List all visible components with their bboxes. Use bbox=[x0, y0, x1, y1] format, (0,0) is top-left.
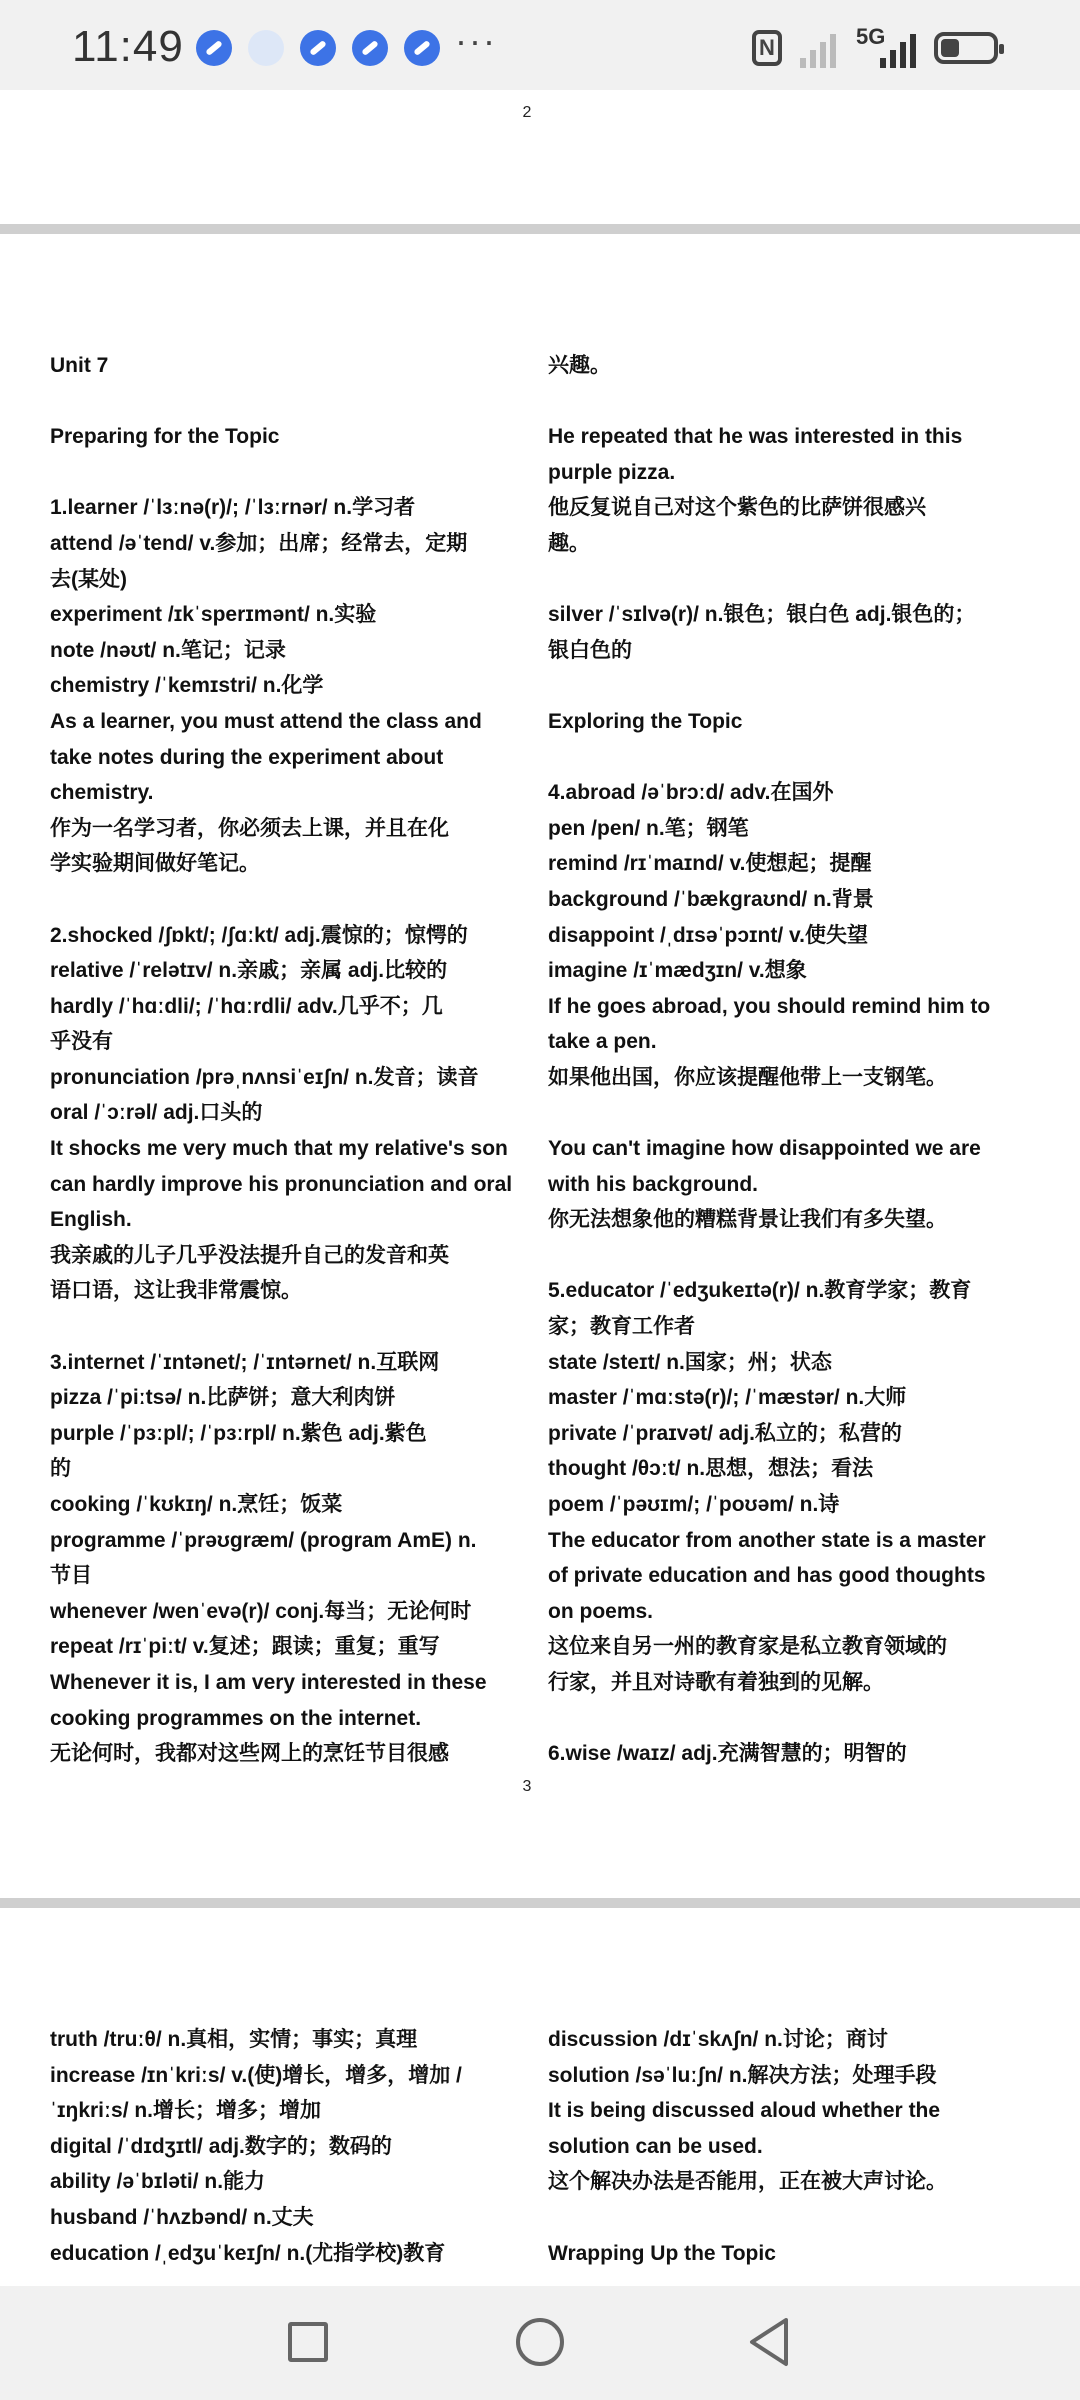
text-line bbox=[548, 1095, 1026, 1131]
text-line: repeat /rɪˈpiːt/ v.复述；跟读；重复；重写 bbox=[50, 1635, 440, 1659]
page4-left-column bbox=[50, 2022, 528, 2271]
text-line: 趣。 bbox=[548, 531, 590, 555]
text-line bbox=[548, 1701, 1026, 1737]
text-line: 如果他出国，你应该提醒他带上一支钢笔。 bbox=[548, 1065, 947, 1089]
page4-right-column bbox=[548, 2022, 1026, 2271]
text-line: ˈɪŋkriːs/ n.增长；增多；增加 bbox=[50, 2099, 322, 2123]
text-line: take notes during the experiment about bbox=[50, 745, 444, 769]
text-line: 乎没有 bbox=[50, 1030, 113, 1054]
text-line: education /ˌedʒuˈkeɪʃn/ n.(尤指学校)教育 bbox=[50, 2241, 446, 2265]
text-line bbox=[50, 882, 528, 918]
text-line: solution can be used. bbox=[548, 2134, 763, 2158]
text-line: 无论何时，我都对这些网上的烹饪节目很感 bbox=[50, 1742, 449, 1766]
text-line: take a pen. bbox=[548, 1030, 657, 1054]
text-line: ability /əˈbɪləti/ n.能力 bbox=[50, 2170, 266, 2194]
network-type-label: 5G bbox=[856, 24, 886, 49]
text-line: chemistry. bbox=[50, 781, 154, 805]
text-line: 行家，并且对诗歌有着独到的见解。 bbox=[548, 1670, 884, 1694]
app-notification-icon bbox=[300, 30, 336, 66]
text-line bbox=[548, 2200, 1026, 2236]
text-line: husband /ˈhʌzbənd/ n.丈夫 bbox=[50, 2205, 314, 2229]
nfc-icon: N bbox=[752, 30, 782, 66]
text-line: 1.learner /ˈlɜːnə(r)/; /ˈlɜːrnər/ n.学习者 bbox=[50, 496, 416, 520]
text-line: thought /θɔːt/ n.思想，想法；看法 bbox=[548, 1457, 874, 1481]
text-line: 这位来自另一州的教育家是私立教育领域的 bbox=[548, 1635, 947, 1659]
text-line: 5.educator /ˈedʒukeɪtə(r)/ n.教育学家；教育 bbox=[548, 1279, 972, 1303]
text-line: experiment /ɪkˈsperɪmənt/ n.实验 bbox=[50, 603, 377, 627]
page-separator bbox=[0, 1898, 1080, 1908]
recents-square-icon[interactable] bbox=[288, 2322, 328, 2362]
text-line: 6.wise /waɪz/ adj.充满智慧的；明智的 bbox=[548, 1742, 907, 1766]
text-line: on poems. bbox=[548, 1599, 654, 1623]
text-line: with his background. bbox=[548, 1172, 759, 1196]
text-line: 银白色的 bbox=[548, 638, 632, 662]
page3-left-column bbox=[50, 348, 528, 1772]
text-line: You can't imagine how disappointed we are bbox=[548, 1137, 981, 1161]
text-line: can hardly improve his pronunciation and oral bbox=[50, 1172, 513, 1196]
text-line: digital /ˈdɪdʒɪtl/ adj.数字的；数码的 bbox=[50, 2134, 392, 2158]
text-line: 兴趣。 bbox=[548, 354, 611, 377]
text-line: cooking /ˈkʊkɪŋ/ n.烹饪；饭菜 bbox=[50, 1493, 343, 1516]
text-line: 2.shocked /ʃɒkt/; /ʃɑːkt/ adj.震惊的；惊愕的 bbox=[50, 923, 468, 947]
text-line: cooking programmes on the internet. bbox=[50, 1706, 422, 1730]
text-line: background /ˈbækɡraʊnd/ n.背景 bbox=[548, 887, 874, 911]
text-line: remind /rɪˈmaɪnd/ v.使想起；提醒 bbox=[548, 852, 872, 876]
text-line bbox=[548, 740, 1026, 776]
text-line: purple /ˈpɜːpl/; /ˈpɜːrpl/ n.紫色 adj.紫色 bbox=[50, 1421, 427, 1445]
text-line: solution /səˈluːʃn/ n.解决方法；处理手段 bbox=[548, 2063, 937, 2087]
text-line: 学实验期间做好笔记。 bbox=[50, 852, 260, 876]
text-line: It is being discussed aloud whether the bbox=[548, 2099, 941, 2123]
text-line: 语口语，这让我非常震惊。 bbox=[50, 1279, 302, 1303]
text-line: 你无法想象他的糟糕背景让我们有多失望。 bbox=[548, 1208, 947, 1232]
text-line: Wrapping Up the Topic bbox=[548, 2241, 776, 2265]
page-number-middle: 3 bbox=[522, 1778, 532, 1795]
text-line: oral /ˈɔːrəl/ adj.口头的 bbox=[50, 1101, 263, 1125]
qq-notification-icon bbox=[248, 30, 284, 66]
status-time: 11:49 bbox=[72, 22, 184, 71]
text-line: 去(某处) bbox=[50, 567, 127, 591]
text-line bbox=[548, 562, 1026, 598]
battery-icon bbox=[934, 32, 998, 64]
text-line: master /ˈmɑːstə(r)/; /ˈmæstər/ n.大师 bbox=[548, 1386, 907, 1410]
text-line: 作为一名学习者，你必须去上课，并且在化 bbox=[50, 816, 449, 840]
text-line: imagine /ɪˈmædʒɪn/ v.想象 bbox=[548, 959, 807, 983]
text-line: pizza /ˈpiːtsə/ n.比萨饼；意大利肉饼 bbox=[50, 1386, 396, 1410]
text-line: Preparing for the Topic bbox=[50, 425, 280, 449]
signal-full-icon bbox=[880, 30, 924, 68]
home-circle-icon[interactable] bbox=[516, 2318, 564, 2366]
text-line: 4.abroad /əˈbrɔːd/ adv.在国外 bbox=[548, 781, 834, 805]
text-line: It shocks me very much that my relative's son bbox=[50, 1137, 508, 1161]
signal-empty-icon bbox=[800, 30, 844, 68]
text-line: chemistry /ˈkemɪstri/ n.化学 bbox=[50, 674, 324, 698]
text-line: If he goes abroad, you should remind him to bbox=[548, 994, 991, 1018]
text-line: 我亲戚的儿子几乎没法提升自己的发音和英 bbox=[50, 1243, 449, 1267]
text-line: relative /ˈrelətɪv/ n.亲戚；亲属 adj.比较的 bbox=[50, 959, 448, 983]
text-line bbox=[548, 1238, 1026, 1274]
text-line: state /steɪt/ n.国家；州；状态 bbox=[548, 1350, 832, 1374]
page-number-top: 2 bbox=[522, 104, 532, 121]
text-line: pronunciation /prəˌnʌnsiˈeɪʃn/ n.发音；读音 bbox=[50, 1065, 479, 1089]
text-line: 他反复说自己对这个紫色的比萨饼很感兴 bbox=[548, 496, 926, 520]
text-line: 家；教育工作者 bbox=[548, 1315, 695, 1339]
text-line: whenever /wenˈevə(r)/ conj.每当；无论何时 bbox=[50, 1599, 472, 1623]
page3-right-column bbox=[548, 348, 1026, 1772]
text-line: 这个解决办法是否能用，正在被大声讨论。 bbox=[548, 2170, 947, 2194]
status-bar bbox=[0, 0, 1080, 90]
text-line: Whenever it is, I am very interested in these bbox=[50, 1670, 487, 1694]
text-line: disappoint /ˌdɪsəˈpɔɪnt/ v.使失望 bbox=[548, 923, 868, 947]
app-notification-icon bbox=[352, 30, 388, 66]
text-line: private /ˈpraɪvət/ adj.私立的；私营的 bbox=[548, 1421, 902, 1445]
text-line bbox=[50, 384, 528, 420]
text-line bbox=[548, 384, 1026, 420]
text-line: 节目 bbox=[50, 1564, 92, 1588]
document-viewer[interactable] bbox=[0, 90, 1080, 2286]
text-line bbox=[50, 1309, 528, 1345]
text-line: truth /truːθ/ n.真相，实情；事实；真理 bbox=[50, 2028, 418, 2051]
text-line: 3.internet /ˈɪntənet/; /ˈɪntərnet/ n.互联网 bbox=[50, 1350, 440, 1374]
app-notification-icon bbox=[404, 30, 440, 66]
text-line: poem /ˈpəʊɪm/; /ˈpoʊəm/ n.诗 bbox=[548, 1493, 840, 1516]
text-line bbox=[50, 455, 528, 491]
text-line: The educator from another state is a master bbox=[548, 1528, 986, 1552]
text-line: purple pizza. bbox=[548, 460, 676, 484]
page-separator bbox=[0, 224, 1080, 234]
text-line: increase /ɪnˈkriːs/ v.(使)增长，增多，增加 / bbox=[50, 2063, 462, 2087]
app-notification-icon bbox=[196, 30, 232, 66]
text-line: discussion /dɪˈskʌʃn/ n.讨论；商讨 bbox=[548, 2028, 888, 2051]
back-triangle-icon[interactable] bbox=[746, 2316, 792, 2368]
text-line: Exploring the Topic bbox=[548, 709, 743, 733]
text-line: Unit 7 bbox=[50, 354, 109, 377]
text-line: He repeated that he was interested in this bbox=[548, 425, 963, 449]
text-line: programme /ˈprəʊɡræm/ (program AmE) n. bbox=[50, 1528, 477, 1552]
more-notifications-icon: ··· bbox=[455, 20, 497, 61]
text-line: note /nəʊt/ n.笔记；记录 bbox=[50, 638, 286, 662]
text-line: 的 bbox=[50, 1457, 71, 1481]
text-line: hardly /ˈhɑːdli/; /ˈhɑːrdli/ adv.几乎不；几 bbox=[50, 994, 443, 1018]
text-line: silver /ˈsɪlvə(r)/ n.银色；银白色 adj.银色的； bbox=[548, 603, 976, 627]
text-line: As a learner, you must attend the class and bbox=[50, 709, 482, 733]
text-line: of private education and has good thoughts bbox=[548, 1564, 986, 1588]
text-line: attend /əˈtend/ v.参加；出席；经常去，定期 bbox=[50, 531, 468, 555]
text-line: English. bbox=[50, 1208, 132, 1232]
text-line: pen /pen/ n.笔；钢笔 bbox=[548, 816, 749, 840]
text-line bbox=[548, 668, 1026, 704]
